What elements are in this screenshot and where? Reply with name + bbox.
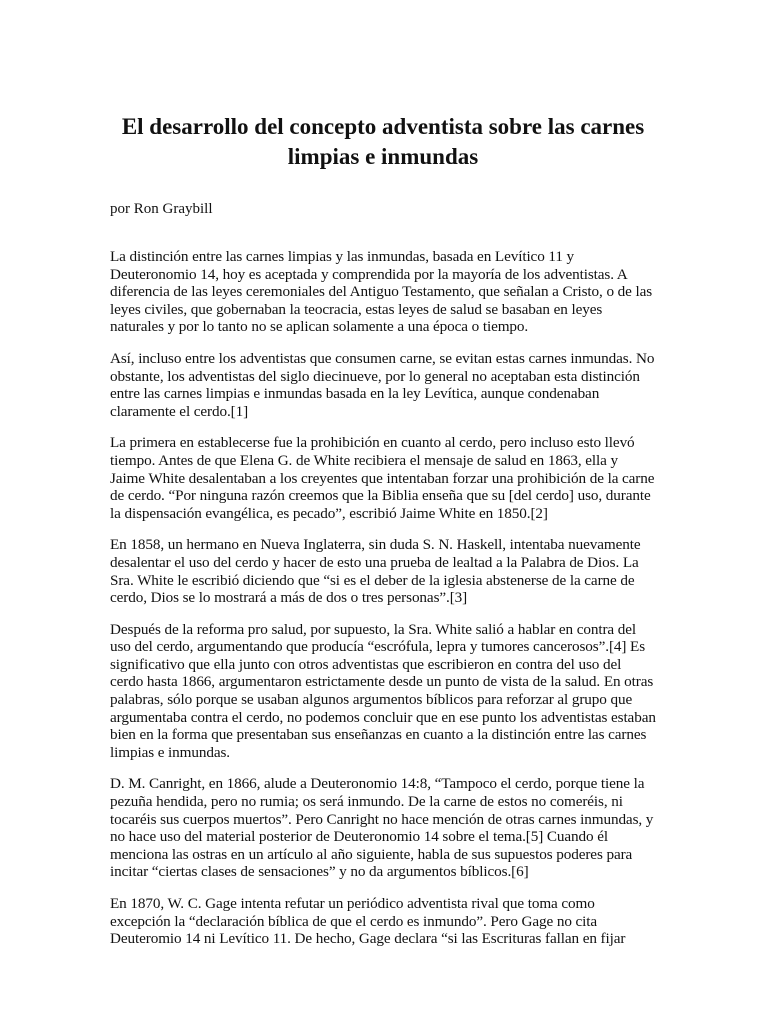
- document-byline: por Ron Graybill: [110, 201, 213, 217]
- paragraph-7: En 1870, W. C. Gage intenta refutar un periódico adventista rival que toma como excepción la “declaración bíblica de que el cerdo es inmundo”. Pero Gage no cita Deuteromio 14 ni Levítico 11. De hecho, Gage declara “si las Escrituras fallan en fijar: [110, 895, 626, 948]
- document-body: [110, 248, 656, 962]
- paragraph-5: Después de la reforma pro salud, por supuesto, la Sra. White salió a hablar en contra del uso del cerdo, argumentando que producía “escrófula, lepra y tumores cancerosos”.[4] Es significativo que ella junto con otros adventistas que escribieron en contra del uso del cerdo hasta 1866, argumentaron estrictamente desde un punto de vista de la salud. En otras palabras, sólo porque se usaban algunos argumentos bíblicos para reforzar al grupo que argumentaba contra el cerdo, no podemos concluir que en ese punto los adventistas estaban bien en la forma que presentaban sus enseñanzas en cuanto a la distinción entre las carnes limpias e inmundas.: [110, 620, 656, 761]
- document-title: El desarrollo del concepto adventista sobre las carnes limpias e inmundas: [121, 114, 645, 169]
- paragraph-4: En 1858, un hermano en Nueva Inglaterra, sin duda S. N. Haskell, intentaba nuevamente desalentar el uso del cerdo y hacer de esto una prueba de lealtad a la Palabra de Dios. La Sra. White le escribió diciendo que “si es el deber de la iglesia abstenerse de la carne de cerdo, Dios se lo mostrará a más de dos o tres personas”.[3]: [110, 536, 641, 607]
- paragraph-3: La primera en establecerse fue la prohibición en cuanto al cerdo, pero incluso esto llevó tiempo. Antes de que Elena G. de White recibiera el mensaje de salud en 1863, ella y Jaime White desalentaban a los creyentes que intentaban forzar una prohibición de la carne de cerdo. “Por ninguna razón creemos que la Biblia enseña que su [del cerdo] uso, durante la dispensación evangélica, es pecado”, escribió Jaime White en 1850.[2]: [110, 434, 655, 522]
- paragraph-2: Así, incluso entre los adventistas que consumen carne, se evitan estas carnes inmundas. No obstante, los adventistas del siglo diecinueve, por lo general no aceptaban esta distinción entre las carnes limpias e inmundas basada en la ley Levítica, aunque condenaban claramente el cerdo.[1]: [110, 349, 655, 420]
- paragraph-1: La distinción entre las carnes limpias y las inmundas, basada en Levítico 11 y Deuteronomio 14, hoy es aceptada y comprendida por la mayoría de los adventistas. A diferencia de las leyes ceremoniales del Antiguo Testamento, que señalan a Cristo, o de las leyes civiles, que gobernaban la teocracia, estas leyes de salud se basaban en leyes naturales y por lo tanto no se aplican solamente a una época o tiempo.: [110, 248, 653, 336]
- document-page: [110, 112, 656, 948]
- paragraph-6: D. M. Canright, en 1866, alude a Deuteronomio 14:8, “Tampoco el cerdo, porque tiene la pezuña hendida, pero no rumia; os será inmundo. De la carne de estos no comeréis, ni tocaréis sus cuerpos muertos”. Pero Canright no hace mención de otras carnes inmundas, y no hace uso del material posterior de Deuteronomio 14 sobre el tema.[5] Cuando él menciona las ostras en un artículo al año siguiente, habla de sus supuestos poderes para incitar “ciertas clases de sensaciones” y no da argumentos bíblicos.[6]: [110, 775, 654, 881]
